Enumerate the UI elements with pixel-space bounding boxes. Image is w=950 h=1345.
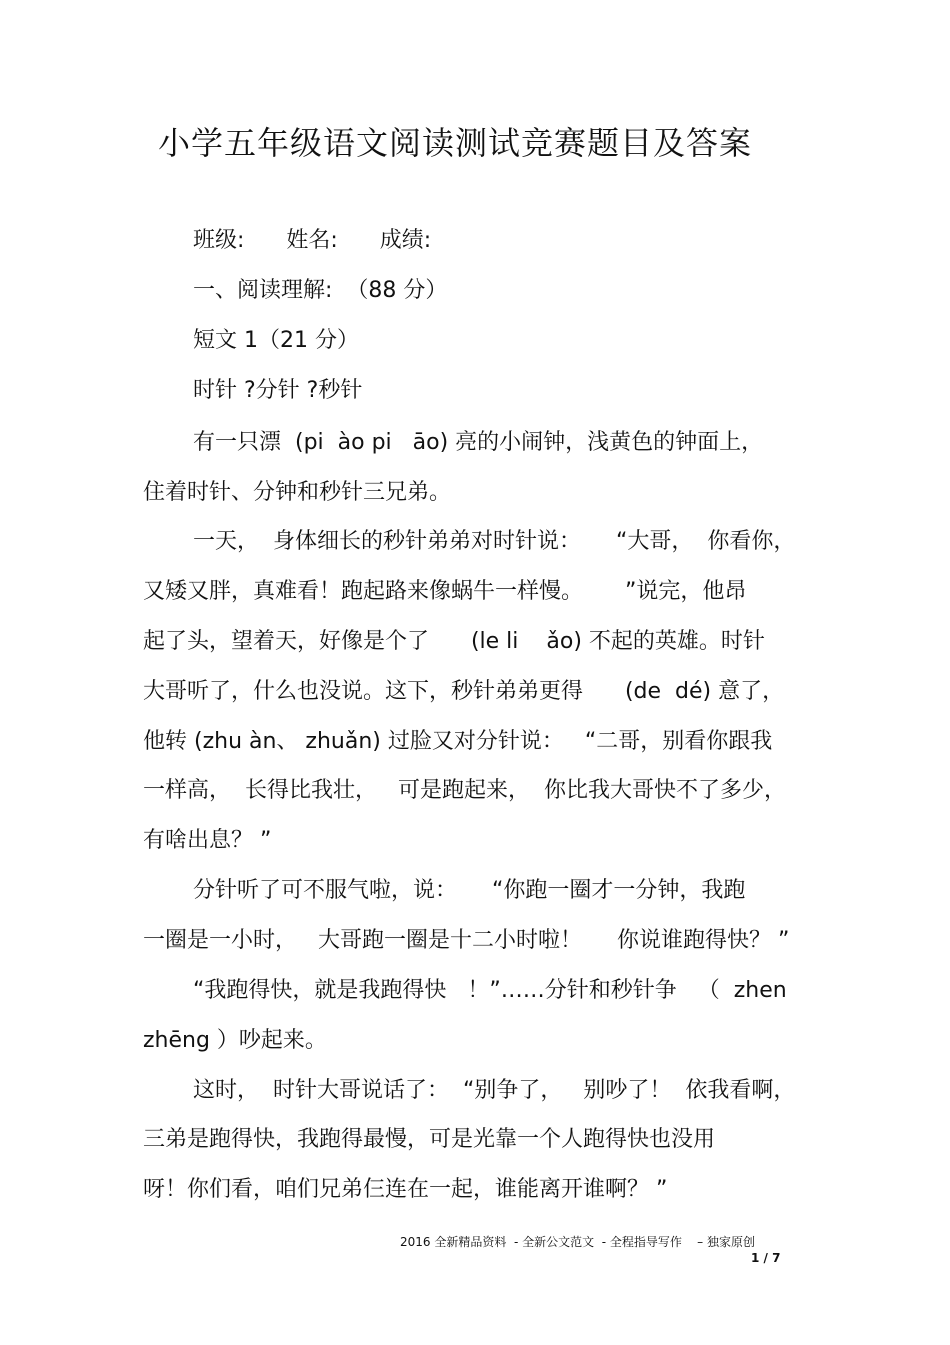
- section-heading: 一、阅读理解: （88 分）: [193, 278, 448, 303]
- paragraph-line: 分针听了可不服气啦，说： “你跑一圈才一分钟，我跑: [193, 878, 746, 903]
- passage-title: 时针 ?分针 ?秒针: [193, 378, 363, 403]
- paragraph-line: 有一只漂 (pi ào pi āo) 亮的小闹钟，浅黄色的钟面上，: [193, 430, 764, 455]
- document-title: 小学五年级语文阅读测试竞赛题目及答案: [157, 124, 752, 162]
- paragraph-line: 一样高， 长得比我壮， 可是跑起来， 你比我大哥快不了多少，: [143, 778, 786, 803]
- paragraph-line: 呀！你们看，咱们兄弟仨连在一起，谁能离开谁啊？ ”: [143, 1177, 668, 1202]
- footer-text: 2016 全新精品资料 - 全新公文范文 - 全程指导写作 – 独家原创: [400, 1235, 755, 1249]
- paragraph-line: zhēng ）吵起来。: [143, 1028, 327, 1053]
- paragraph-line: 大哥听了，什么也没说。这下，秒针弟弟更得 (de dé) 意了，: [143, 679, 785, 704]
- paragraph-line: 有啥出息？ ”: [143, 828, 272, 853]
- paragraph-line: 住着时针、分钟和秒针三兄弟。: [143, 480, 452, 505]
- paragraph-line: 这时， 时针大哥说话了： “别争了， 别吵了！ 依我看啊，: [193, 1078, 796, 1103]
- class-name-score-line: 班级: 姓名: 成绩:: [193, 228, 432, 253]
- passage-heading: 短文 1（21 分）: [193, 328, 359, 353]
- paragraph-line: 一天， 身体细长的秒针弟弟对时针说： “大哥， 你看你，: [193, 529, 796, 554]
- paragraph-line: 又矮又胖，真难看！跑起路来像蜗牛一样慢。 ”说完，他昂: [143, 579, 747, 604]
- paragraph-line: 三弟是跑得快，我跑得最慢，可是光靠一个人跑得快也没用: [143, 1127, 716, 1152]
- page-number: 1 / 7: [751, 1251, 781, 1265]
- paragraph-line: 起了头，望着天，好像是个了 (le li ǎo) 不起的英雄。时针: [143, 629, 765, 654]
- paragraph-line: 他转 (zhu àn、 zhuǎn) 过脸又对分针说： “二哥，别看你跟我: [143, 729, 773, 754]
- paragraph-line: “我跑得快，就是我跑得快 ！”……分针和秒针争 （ zhen: [193, 978, 787, 1003]
- paragraph-line: 一圈是一小时， 大哥跑一圈是十二小时啦！ 你说谁跑得快？ ”: [143, 928, 790, 953]
